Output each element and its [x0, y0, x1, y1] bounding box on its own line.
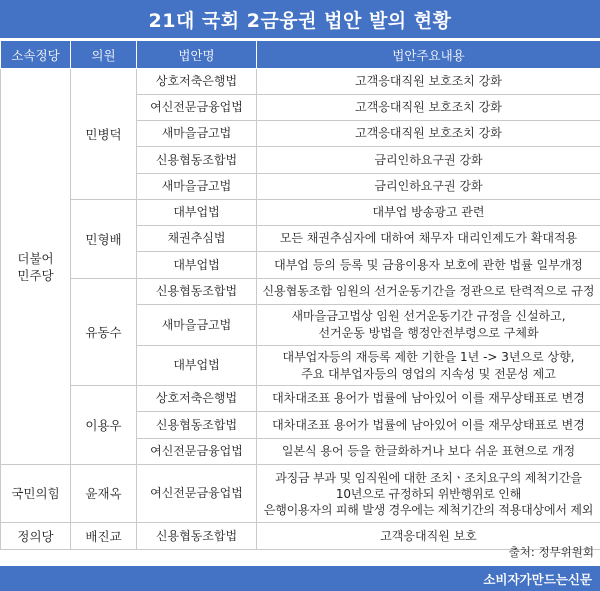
content-cell: 고객응대직원 보호조치 강화 [257, 95, 600, 121]
bill-cell: 대부업법 [137, 252, 257, 279]
table-row [1, 386, 600, 412]
bill-cell: 신용협동조합법 [137, 412, 257, 439]
header-member: 의원 [71, 41, 137, 69]
content-cell: 모든 채권추심자에 대하여 채무자 대리인제도가 확대적용 [257, 226, 600, 252]
bill-cell: 신용협동조합법 [137, 147, 257, 174]
member-cell: 민병덕 [71, 69, 137, 200]
bill-cell: 신용협동조합법 [137, 523, 257, 550]
content-cell: 신용협동조합 임원의 선거운동기간을 정관으로 탄력적으로 규정 [257, 279, 600, 305]
content-cell: 금리인하요구권 강화 [257, 174, 600, 200]
bill-cell: 새마을금고법 [137, 121, 257, 147]
bill-cell: 대부업법 [137, 346, 257, 386]
member-cell: 민형배 [71, 200, 137, 279]
table-row [1, 69, 600, 95]
content-cell: 대부업 등의 등록 및 금융이용자 보호에 관한 법률 일부개정 [257, 252, 600, 279]
bill-cell: 여신전문금융업법 [137, 439, 257, 465]
header-party: 소속정당 [1, 41, 71, 69]
member-cell: 배진교 [71, 523, 137, 550]
member-cell: 이용우 [71, 386, 137, 465]
bill-cell: 새마을금고법 [137, 305, 257, 346]
header-row [1, 41, 600, 69]
content-cell: 대부업 방송광고 관련 [257, 200, 600, 226]
content-cell: 과징금 부과 및 임직원에 대한 조치ㆍ조치요구의 제척기간을 10년으로 규정하되 위반행위로 인해 은행이용자의 피해 발생 경우에는 제척기간의 적용대상에서 제외 [257, 465, 600, 523]
bill-cell: 신용협동조합법 [137, 279, 257, 305]
bill-cell: 상호저축은행법 [137, 386, 257, 412]
content-cell: 새마을금고법상 임원 선거운동기간 규정을 신설하고, 선거운동 방법을 행정안전부령으로 구체화 [257, 305, 600, 346]
content-cell: 고객응대직원 보호조치 강화 [257, 121, 600, 147]
bill-cell: 대부업법 [137, 200, 257, 226]
header-content: 법안주요내용 [257, 41, 600, 69]
table-row [1, 279, 600, 305]
party-cell: 더불어 민주당 [1, 69, 71, 465]
content-cell: 고객응대직원 보호조치 강화 [257, 69, 600, 95]
header-bill: 법안명 [137, 41, 257, 69]
table-row [1, 200, 600, 226]
content-cell: 고객응대직원 보호 [257, 523, 600, 550]
table-row [1, 465, 600, 523]
content-cell: 대차대조표 용어가 법률에 남아있어 이를 재무상태표로 변경 [257, 386, 600, 412]
bill-cell: 여신전문금융업법 [137, 465, 257, 523]
party-cell: 정의당 [1, 523, 71, 550]
bill-table [0, 40, 600, 550]
content-cell: 대부업자등의 재등록 제한 기한을 1년 -> 3년으로 상향, 주요 대부업자등의 영업의 지속성 및 전문성 제고 [257, 346, 600, 386]
content-cell: 금리인하요구권 강화 [257, 147, 600, 174]
publisher-footer: 소비자가만드는신문 [0, 566, 600, 591]
party-cell: 국민의힘 [1, 465, 71, 523]
member-cell: 윤재옥 [71, 465, 137, 523]
bill-cell: 새마을금고법 [137, 174, 257, 200]
source-note: 출처: 정무위원회 [508, 545, 594, 559]
content-cell: 대차대조표 용어가 법률에 남아있어 이를 재무상태표로 변경 [257, 412, 600, 439]
bill-cell: 여신전문금융업법 [137, 95, 257, 121]
bill-cell: 상호저축은행법 [137, 69, 257, 95]
table-title: 21대 국회 2금융권 법안 발의 현황 [0, 0, 600, 38]
content-cell: 일본식 용어 등을 한글화하거나 보다 쉬운 표현으로 개정 [257, 439, 600, 465]
bill-cell: 채권추심법 [137, 226, 257, 252]
member-cell: 유동수 [71, 279, 137, 386]
